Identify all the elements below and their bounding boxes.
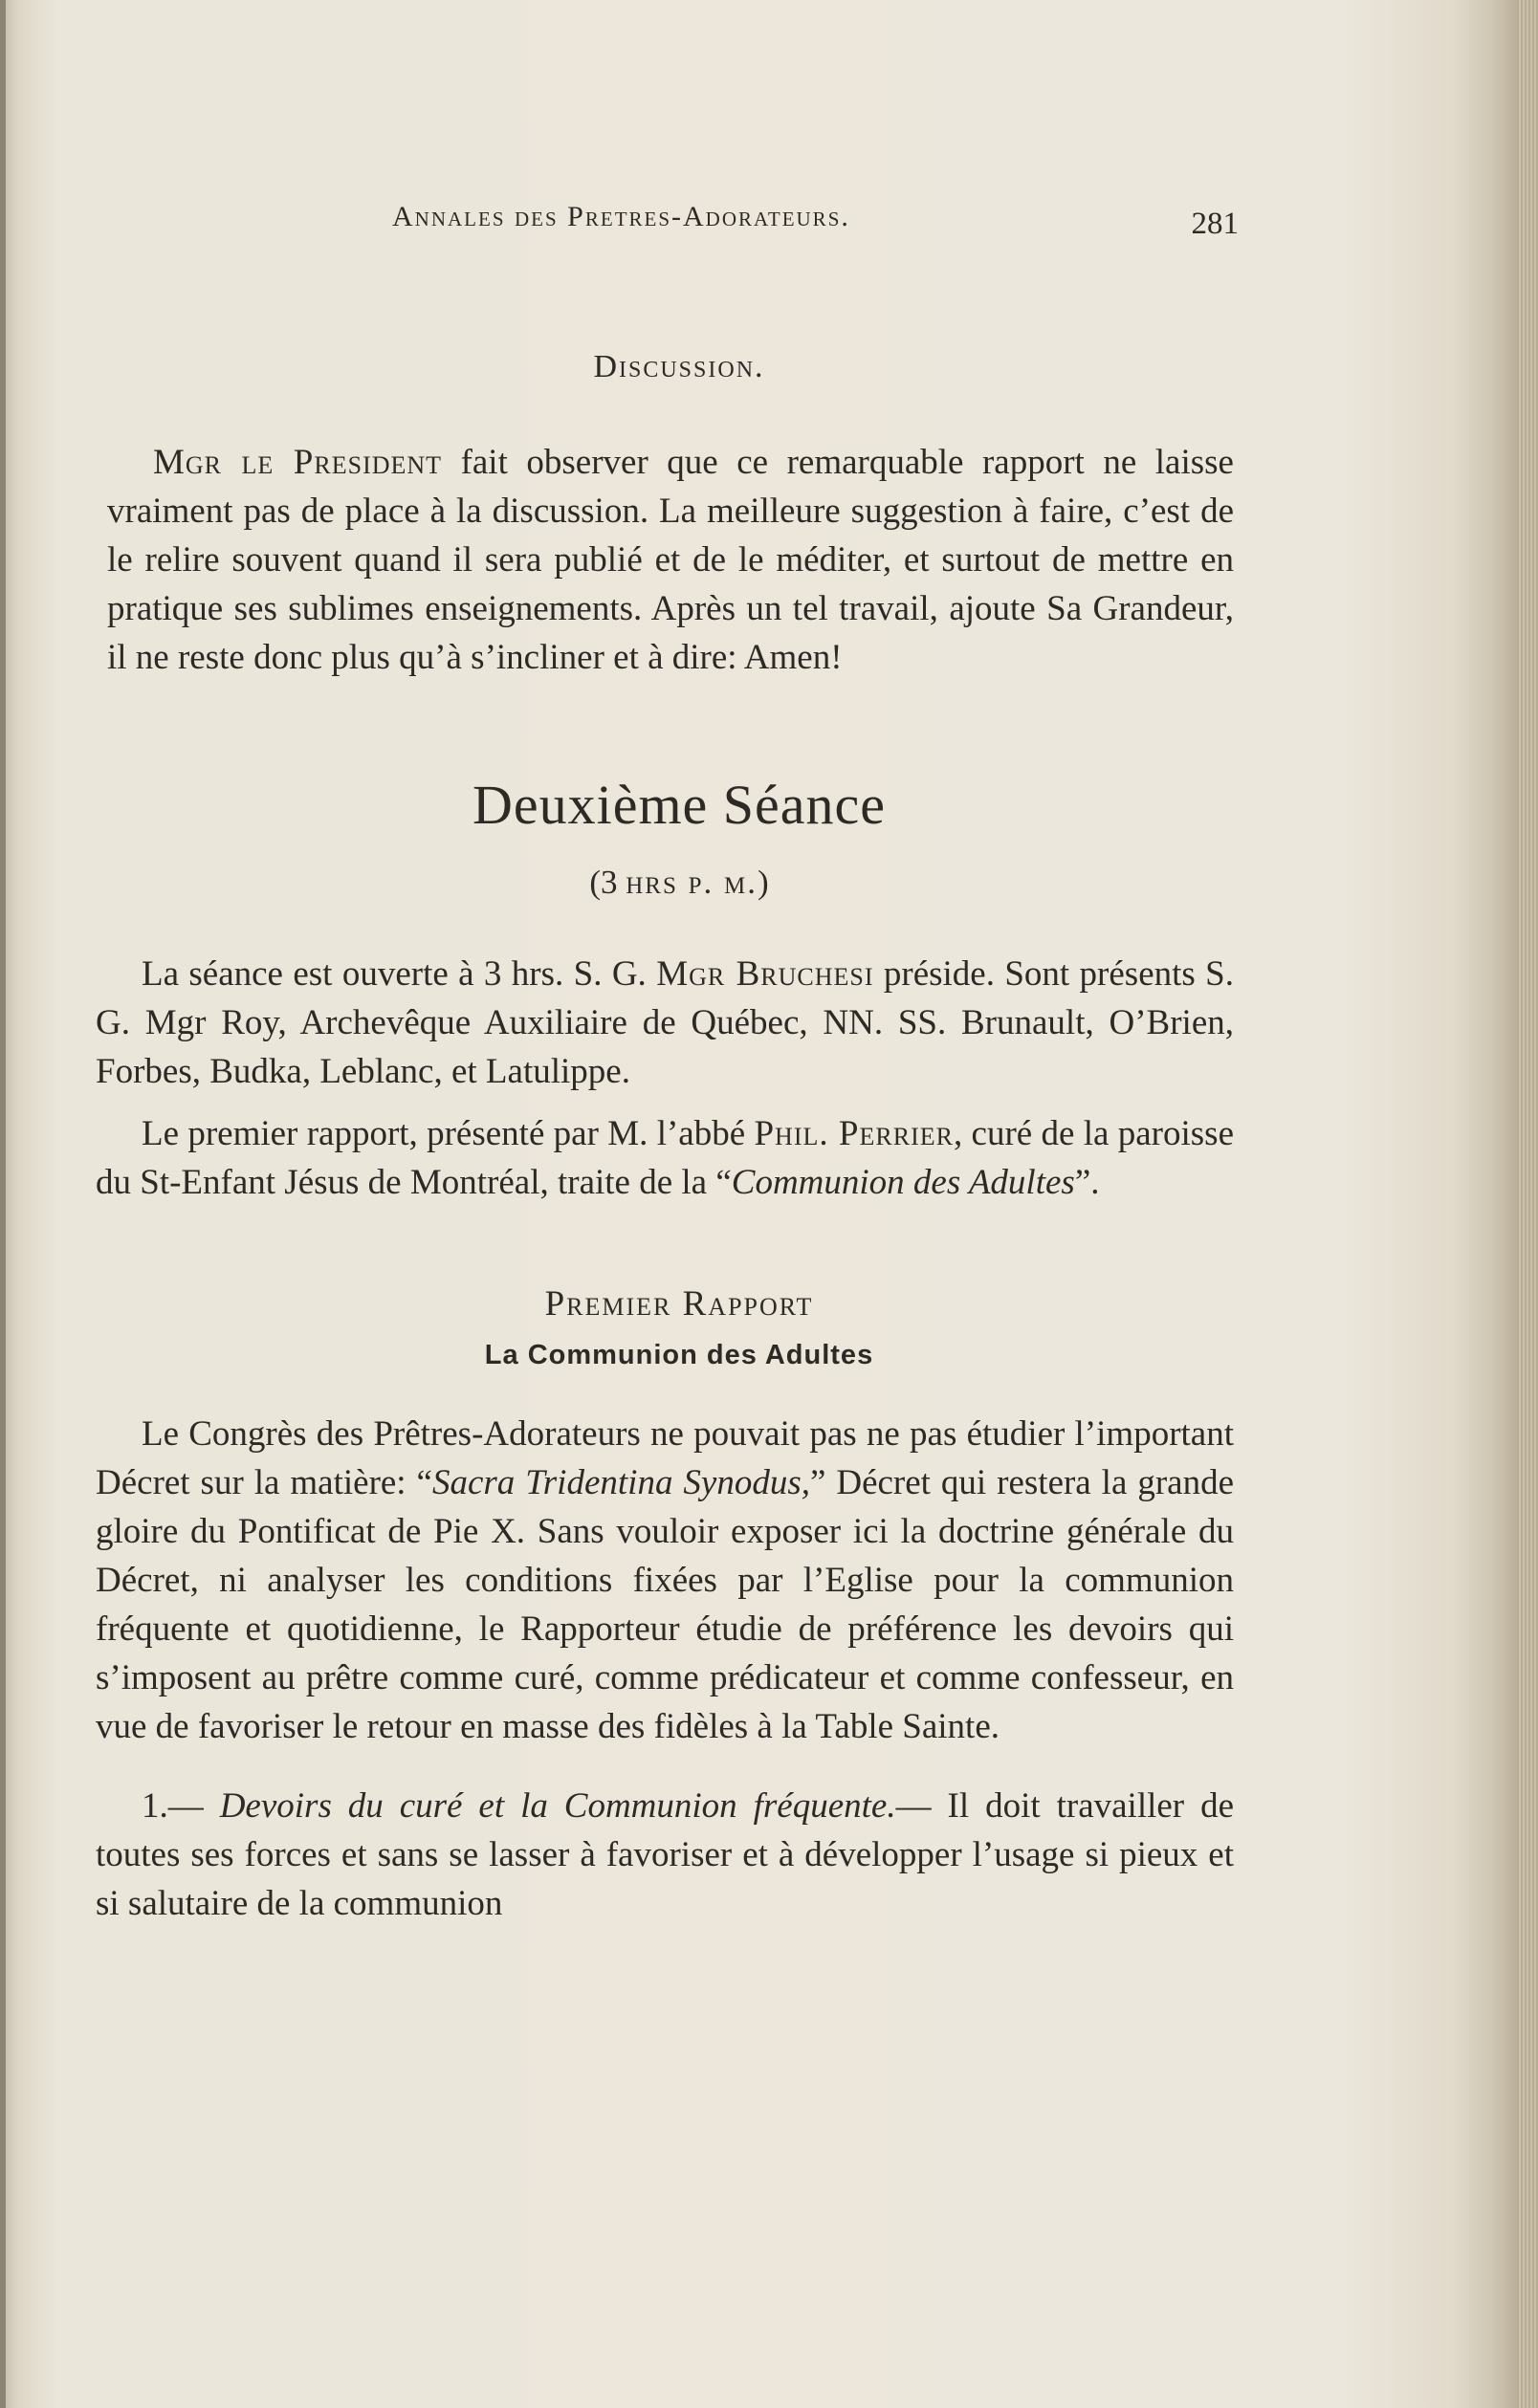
report-topic: Communion des Adultes bbox=[731, 1163, 1075, 1202]
seance-opening-rest: préside. Sont présents S. G. Mgr Roy, Archevêque Auxiliaire de Québec, NN. SS. Brunault, O’Brien, Forbes, Budka, Leblanc, et Latulippe. bbox=[96, 954, 1235, 1091]
report-intro-b: , curé de la paroisse du St-Enfant Jésus de Montréal, traite de la “ bbox=[96, 1114, 1234, 1202]
report-intro-paragraph bbox=[96, 1109, 1234, 1207]
seance-time-close: ) bbox=[758, 864, 769, 901]
discussion-paragraph bbox=[107, 438, 1234, 682]
reporter-name: Phil. Perrier bbox=[754, 1114, 954, 1153]
seance-title: Deuxième Séance bbox=[472, 774, 887, 836]
devoirs-text: — Il doit travailler de toutes ses forces et sans se lasser à favoriser et à développer l’usage si pieux et si salutaire de la communion bbox=[96, 1786, 1234, 1923]
running-title: Annales des Pretres-Adorateurs. bbox=[392, 201, 850, 232]
discussion-text: fait observer que ce remarquable rapport ne laisse vraiment pas de place à la discussion. La meilleure suggestion à faire, c’est de le relire souvent quand il sera publié et de le méditer, et surtout de mettre en pratique ses sublimes enseignements. Après un tel travail, ajoute Sa Grandeur, il ne reste donc plus qu’à s’incliner et à dire: Amen! bbox=[107, 443, 1234, 677]
seance-time-open: (3 bbox=[589, 864, 626, 901]
premier-rapport-heading: Premier Rapport bbox=[544, 1284, 814, 1324]
running-head bbox=[96, 201, 1239, 249]
devoirs-number: 1.— bbox=[142, 1786, 220, 1826]
page-number: 281 bbox=[1191, 207, 1239, 241]
seance-opening-paragraph bbox=[96, 950, 1234, 1096]
page-left-edge bbox=[0, 0, 6, 2408]
decree-name: Sacra Tridentina Synodus, bbox=[431, 1463, 810, 1502]
page-right-edge bbox=[1517, 0, 1538, 2408]
congres-text-b: ” Décret qui restera la grande gloire du Pontificat de Pie X. Sans vouloir exposer ici la doctrine générale du Décret, ni analyser les conditions fixées par l’Eglise pour la communion fréquente et quotidienne, le Rapporteur étudie de préférence les devoirs qui s’imposent au prêtre comme curé, comme prédicateur et comme confesseur, en vue de favoriser le retour en masse des fidèles à la Table Sainte. bbox=[96, 1463, 1235, 1746]
page-content bbox=[96, 201, 1239, 1928]
seance-time-hours: hrs p. m. bbox=[626, 864, 758, 901]
discussion-speaker: Mgr le President bbox=[153, 443, 443, 482]
devoirs-paragraph bbox=[96, 1782, 1234, 1928]
seance-presider: Mgr Bruchesi bbox=[656, 954, 874, 994]
seance-time bbox=[124, 864, 1234, 902]
discussion-heading: Discussion. bbox=[593, 349, 765, 384]
report-intro-a: Le premier rapport, présenté par M. l’abbé bbox=[142, 1114, 755, 1153]
congres-paragraph bbox=[96, 1410, 1234, 1751]
report-intro-c: ”. bbox=[1074, 1163, 1100, 1202]
devoirs-title: Devoirs du curé et la Communion fréquente. bbox=[219, 1786, 896, 1826]
seance-opening-text: La séance est ouverte à 3 hrs. S. G. bbox=[142, 954, 657, 994]
premier-rapport-subtitle: La Communion des Adultes bbox=[484, 1340, 874, 1370]
congres-text-a: Le Congrès des Prêtres-Adorateurs ne pouvait pas ne pas étudier l’important Décret sur la matière: “ bbox=[96, 1414, 1234, 1502]
